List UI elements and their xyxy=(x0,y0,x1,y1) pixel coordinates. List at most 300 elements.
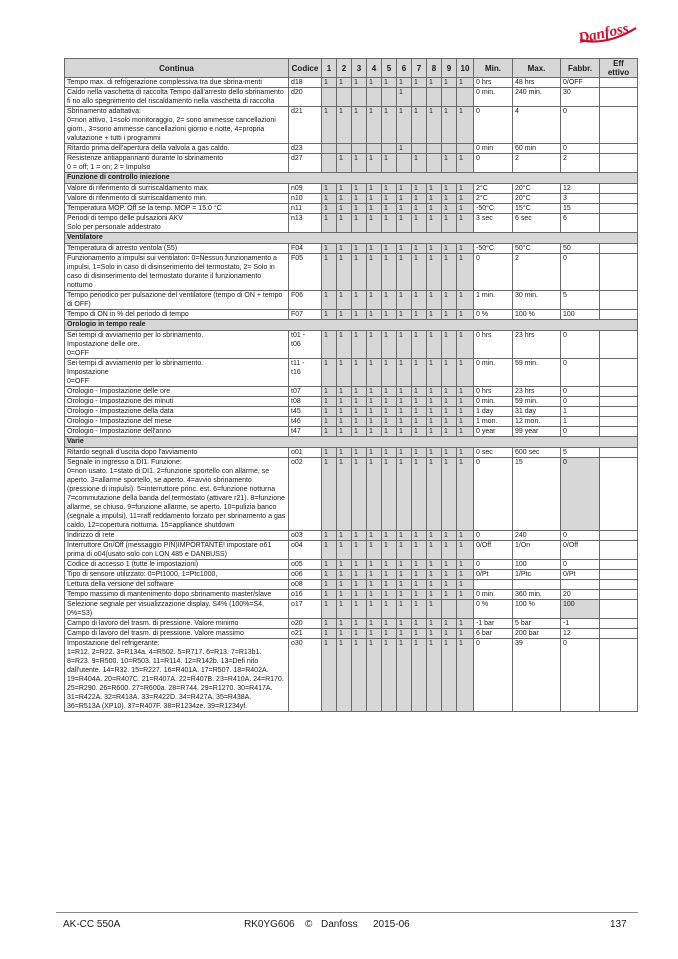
variant-cell xyxy=(427,88,442,107)
variant-cell: 1 xyxy=(352,560,367,570)
variant-cell: 1 xyxy=(382,78,397,88)
custom-value xyxy=(600,254,638,291)
variant-cell: 1 xyxy=(337,448,352,458)
min-value: 0 % xyxy=(474,600,513,619)
max-value: 50°C xyxy=(513,244,561,254)
variant-cell: 1 xyxy=(367,244,382,254)
footer-doc-code: RK0YG606 xyxy=(244,919,295,930)
parameter-description: Temperatura MOP. Off se la temp. MOP = 15.0 °C xyxy=(65,204,289,214)
factory-value: 100 xyxy=(561,310,600,320)
parameter-description: Valore di riferimento di surriscaldamento max. xyxy=(65,184,289,194)
variant-cell: 1 xyxy=(457,570,474,580)
variant-cell: 1 xyxy=(412,204,427,214)
factory-value: 0 xyxy=(561,107,600,144)
variant-cell: 1 xyxy=(382,244,397,254)
custom-value xyxy=(600,387,638,397)
variant-cell: 1 xyxy=(457,184,474,194)
parameter-row xyxy=(65,417,638,427)
variant-cell: 1 xyxy=(322,619,337,629)
min-value: 1 min. xyxy=(474,291,513,310)
variant-cell: 1 xyxy=(427,397,442,407)
variant-cell: 1 xyxy=(397,629,412,639)
variant-cell: 1 xyxy=(412,244,427,254)
variant-cell: 1 xyxy=(382,407,397,417)
min-value: 0 hrs xyxy=(474,331,513,359)
factory-value: 0 xyxy=(561,144,600,154)
max-value: 15°C xyxy=(513,204,561,214)
factory-value: 0 xyxy=(561,427,600,437)
min-value: -50°C xyxy=(474,244,513,254)
variant-cell: 1 xyxy=(427,531,442,541)
variant-cell xyxy=(412,144,427,154)
variant-cell: 1 xyxy=(322,531,337,541)
parameter-code: o03 xyxy=(289,531,322,541)
parameter-description: Funzionamento a impulsi sui ventilatori: 0=Nessun funzionamento a impulsi, 1=Solo in caso di disinserimento del termostato, 2= Solo in caso di disinserimento del termostato durante il funzionamento notturno xyxy=(65,254,289,291)
parameter-description: Sbrinamento adattativa: 0=non attivo, 1=solo monitoraggio, 2= sono ammesse cancellazioni giorn., 3=sono ammesse cancellazioni giorno e notte, 4=propria valutazione + tutti i programmi xyxy=(65,107,289,144)
variant-cell: 1 xyxy=(382,154,397,173)
parameter-description: Campo di lavoro del trasm. di pressione. Valore minimo xyxy=(65,619,289,629)
variant-cell: 1 xyxy=(352,78,367,88)
max-value: 100 % xyxy=(513,310,561,320)
min-value: 0 xyxy=(474,154,513,173)
variant-cell xyxy=(322,144,337,154)
variant-cell: 1 xyxy=(427,560,442,570)
factory-value: 20 xyxy=(561,590,600,600)
min-value: 1 day xyxy=(474,407,513,417)
variant-cell: 1 xyxy=(322,214,337,233)
variant-cell: 1 xyxy=(337,154,352,173)
variant-cell: 1 xyxy=(412,600,427,619)
min-value: 0 xyxy=(474,107,513,144)
variant-cell: 1 xyxy=(412,541,427,560)
variant-cell: 1 xyxy=(337,331,352,359)
variant-cell: 1 xyxy=(382,448,397,458)
variant-cell: 1 xyxy=(427,359,442,387)
custom-value xyxy=(600,397,638,407)
custom-value xyxy=(600,88,638,107)
variant-cell: 1 xyxy=(352,639,367,712)
min-value: 0 min. xyxy=(474,359,513,387)
variant-cell: 1 xyxy=(352,214,367,233)
variant-cell: 1 xyxy=(382,359,397,387)
parameter-row xyxy=(65,184,638,194)
factory-value: 12 xyxy=(561,629,600,639)
variant-cell: 1 xyxy=(412,639,427,712)
variant-cell: 1 xyxy=(412,387,427,397)
variant-cell: 1 xyxy=(442,639,457,712)
variant-cell xyxy=(427,154,442,173)
custom-value xyxy=(600,417,638,427)
custom-value xyxy=(600,639,638,712)
variant-cell: 1 xyxy=(322,407,337,417)
variant-cell: 1 xyxy=(412,194,427,204)
variant-cell: 1 xyxy=(322,541,337,560)
variant-cell: 1 xyxy=(442,531,457,541)
parameter-description: Valore di riferimento di surriscaldamento min. xyxy=(65,194,289,204)
variant-cell: 1 xyxy=(382,541,397,560)
factory-value: 0 xyxy=(561,331,600,359)
custom-value xyxy=(600,427,638,437)
custom-value xyxy=(600,331,638,359)
variant-cell: 1 xyxy=(322,629,337,639)
variant-cell xyxy=(457,88,474,107)
parameter-row xyxy=(65,310,638,320)
parameter-code: F06 xyxy=(289,291,322,310)
variant-cell: 1 xyxy=(367,458,382,531)
factory-value: 5 xyxy=(561,291,600,310)
parameter-code: o06 xyxy=(289,570,322,580)
parameter-description: Caldo nella vaschetta di raccolta Tempo dall'arresto dello sbrinamento fi no allo spegnimento del riscaldamento nella vaschetta di raccolta xyxy=(65,88,289,107)
custom-value xyxy=(600,154,638,173)
min-value xyxy=(474,580,513,590)
variant-cell: 1 xyxy=(427,204,442,214)
min-value: -50°C xyxy=(474,204,513,214)
parameter-description: Lettura della versione del software xyxy=(65,580,289,590)
variant-cell: 1 xyxy=(382,214,397,233)
footer-model: AK-CC 550A xyxy=(63,919,121,930)
section-header-row xyxy=(65,173,638,184)
variant-cell: 1 xyxy=(352,531,367,541)
variant-cell: 1 xyxy=(427,619,442,629)
variant-cell: 1 xyxy=(412,531,427,541)
custom-value xyxy=(600,590,638,600)
variant-cell: 1 xyxy=(442,204,457,214)
max-value: 15 xyxy=(513,458,561,531)
variant-cell: 1 xyxy=(397,107,412,144)
variant-cell xyxy=(352,144,367,154)
max-value: 31 day xyxy=(513,407,561,417)
variant-cell xyxy=(337,88,352,107)
parameter-row xyxy=(65,107,638,144)
variant-cell: 1 xyxy=(442,184,457,194)
variant-cell: 1 xyxy=(322,458,337,531)
max-value: 1/Ptc xyxy=(513,570,561,580)
variant-cell: 1 xyxy=(427,184,442,194)
variant-cell: 1 xyxy=(442,417,457,427)
max-value: 48 hrs xyxy=(513,78,561,88)
variant-cell: 1 xyxy=(427,244,442,254)
parameter-row xyxy=(65,590,638,600)
parameter-row xyxy=(65,291,638,310)
variant-cell xyxy=(457,144,474,154)
parameter-row xyxy=(65,448,638,458)
variant-cell: 1 xyxy=(412,310,427,320)
variant-cell xyxy=(367,88,382,107)
variant-cell: 1 xyxy=(367,570,382,580)
variant-cell: 1 xyxy=(367,107,382,144)
section-title: Varie xyxy=(65,437,638,448)
parameter-description: Orologio - Impostazione dei minuti xyxy=(65,397,289,407)
variant-cell: 1 xyxy=(322,359,337,387)
variant-cell: 1 xyxy=(382,194,397,204)
variant-cell: 1 xyxy=(397,359,412,387)
variant-cell: 1 xyxy=(412,184,427,194)
variant-cell: 1 xyxy=(382,639,397,712)
variant-cell: 1 xyxy=(457,448,474,458)
variant-cell: 1 xyxy=(322,639,337,712)
factory-value: 0 xyxy=(561,387,600,397)
variant-cell: 1 xyxy=(352,427,367,437)
variant-cell: 1 xyxy=(397,619,412,629)
max-value: 5 bar xyxy=(513,619,561,629)
variant-cell: 1 xyxy=(367,397,382,407)
parameter-code: o04 xyxy=(289,541,322,560)
variant-cell: 1 xyxy=(352,590,367,600)
factory-value: -1 xyxy=(561,619,600,629)
variant-cell: 1 xyxy=(457,580,474,590)
parameter-code: t11 - t16 xyxy=(289,359,322,387)
min-value: 0 xyxy=(474,254,513,291)
custom-value xyxy=(600,580,638,590)
factory-value: 6 xyxy=(561,214,600,233)
parameter-row xyxy=(65,580,638,590)
parameter-description: Codice di accesso 1 (tutte le impostazioni) xyxy=(65,560,289,570)
variant-cell: 1 xyxy=(397,448,412,458)
variant-cell: 1 xyxy=(337,531,352,541)
parameter-description: Sei tempi di avviamento per lo sbrinamento. Impostazione delle ore. 0=OFF xyxy=(65,331,289,359)
section-title: Orologio in tempo reale xyxy=(65,320,638,331)
variant-cell: 1 xyxy=(367,427,382,437)
variant-cell: 1 xyxy=(427,417,442,427)
parameter-code: t47 xyxy=(289,427,322,437)
variant-cell: 1 xyxy=(337,639,352,712)
variant-cell: 1 xyxy=(397,78,412,88)
variant-cell: 1 xyxy=(337,184,352,194)
footer-copyright: © xyxy=(305,919,313,930)
variant-cell xyxy=(442,88,457,107)
variant-cell: 1 xyxy=(322,194,337,204)
variant-cell: 1 xyxy=(442,458,457,531)
variant-cell: 1 xyxy=(457,629,474,639)
variant-cell: 1 xyxy=(427,291,442,310)
header-max: Max. xyxy=(513,59,561,78)
custom-value xyxy=(600,531,638,541)
parameter-row xyxy=(65,144,638,154)
max-value: 360 min. xyxy=(513,590,561,600)
parameter-row xyxy=(65,407,638,417)
variant-cell: 1 xyxy=(412,580,427,590)
variant-cell: 1 xyxy=(427,629,442,639)
variant-cell: 1 xyxy=(412,448,427,458)
variant-cell: 1 xyxy=(412,560,427,570)
variant-cell: 1 xyxy=(412,214,427,233)
variant-cell: 1 xyxy=(442,580,457,590)
variant-cell: 1 xyxy=(457,590,474,600)
factory-value: 0/OFF xyxy=(561,78,600,88)
factory-value: 1 xyxy=(561,417,600,427)
variant-cell: 1 xyxy=(322,291,337,310)
variant-cell: 1 xyxy=(442,541,457,560)
custom-value xyxy=(600,560,638,570)
header-col-10: 10 xyxy=(457,59,474,78)
variant-cell: 1 xyxy=(352,204,367,214)
variant-cell: 1 xyxy=(397,387,412,397)
variant-cell: 1 xyxy=(457,204,474,214)
variant-cell: 1 xyxy=(352,458,367,531)
max-value: 4 xyxy=(513,107,561,144)
max-value: 1/On xyxy=(513,541,561,560)
max-value: 240 min. xyxy=(513,88,561,107)
variant-cell xyxy=(397,154,412,173)
table-body xyxy=(65,78,638,712)
custom-value xyxy=(600,448,638,458)
variant-cell: 1 xyxy=(382,531,397,541)
variant-cell: 1 xyxy=(442,154,457,173)
min-value: 0 hrs xyxy=(474,387,513,397)
max-value: 39 xyxy=(513,639,561,712)
variant-cell: 1 xyxy=(457,541,474,560)
variant-cell: 1 xyxy=(457,619,474,629)
variant-cell: 1 xyxy=(367,154,382,173)
parameter-description: Tempo periodico per pulsazione del ventilatore (tempo di ON + tempo di OFF) xyxy=(65,291,289,310)
factory-value: 0 xyxy=(561,560,600,570)
parameter-code: t07 xyxy=(289,387,322,397)
parameter-description: Sei tempi di avviamento per lo sbrinamento. Impostazione 0=OFF xyxy=(65,359,289,387)
parameter-row xyxy=(65,254,638,291)
variant-cell: 1 xyxy=(457,154,474,173)
variant-cell: 1 xyxy=(427,590,442,600)
variant-cell: 1 xyxy=(352,194,367,204)
variant-cell: 1 xyxy=(412,458,427,531)
variant-cell: 1 xyxy=(442,590,457,600)
variant-cell: 1 xyxy=(442,254,457,291)
factory-value: 0 xyxy=(561,531,600,541)
variant-cell: 1 xyxy=(457,417,474,427)
variant-cell: 1 xyxy=(337,78,352,88)
factory-value: 0 xyxy=(561,254,600,291)
variant-cell: 1 xyxy=(382,458,397,531)
max-value: 59 min. xyxy=(513,397,561,407)
variant-cell: 1 xyxy=(322,254,337,291)
variant-cell: 1 xyxy=(352,629,367,639)
parameter-description: Impostazione del refrigerante: 1=R12. 2=R22. 3=R134a. 4=R502. 5=R717. 6=R13. 7=R13b1. 8=R23. 9=R500. 10=R503. 11=R114. 12=R142b. 13=Defi nito dall'utente. 14=R32. 15=R227. 16=R401A. 17=R507. 18=R402A. 19=R404A. 20=R407C. 21=R407A. 22=R407B. 23=R410A. 24=R170. 25=R290. 26=R600. 27=R600a. 28=R744. 29=R1270. 30=R417A. 31=R422A. 32=R413A. 33=R422D. 34=R427A. 35=R438A. 36=R513A (XP10). 37=R407F. 38=R1234ze. 39=R1234yf. xyxy=(65,639,289,712)
factory-value: 0/Off xyxy=(561,541,600,560)
variant-cell: 1 xyxy=(397,244,412,254)
variant-cell: 1 xyxy=(367,541,382,560)
parameter-code: F04 xyxy=(289,244,322,254)
variant-cell: 1 xyxy=(337,291,352,310)
parameter-row xyxy=(65,154,638,173)
variant-cell: 1 xyxy=(367,629,382,639)
parameter-description: Campo di lavoro del trasm. di pressione. Valore massimo xyxy=(65,629,289,639)
parameter-code: o20 xyxy=(289,619,322,629)
variant-cell: 1 xyxy=(442,194,457,204)
variant-cell: 1 xyxy=(397,144,412,154)
custom-value xyxy=(600,619,638,629)
parameter-code: d20 xyxy=(289,88,322,107)
variant-cell: 1 xyxy=(322,107,337,144)
variant-cell: 1 xyxy=(352,107,367,144)
variant-cell: 1 xyxy=(397,397,412,407)
variant-cell xyxy=(457,600,474,619)
factory-value: 12 xyxy=(561,184,600,194)
footer-rule xyxy=(56,912,638,913)
variant-cell: 1 xyxy=(457,560,474,570)
variant-cell: 1 xyxy=(397,184,412,194)
variant-cell: 1 xyxy=(457,107,474,144)
custom-value xyxy=(600,214,638,233)
variant-cell: 1 xyxy=(397,458,412,531)
max-value: 2 xyxy=(513,154,561,173)
variant-cell: 1 xyxy=(412,570,427,580)
parameter-description: Temperatura di arresto ventola (S5) xyxy=(65,244,289,254)
min-value: 0 % xyxy=(474,310,513,320)
variant-cell: 1 xyxy=(397,590,412,600)
variant-cell: 1 xyxy=(442,387,457,397)
section-title: Funzione di controllo iniezione xyxy=(65,173,638,184)
max-value xyxy=(513,580,561,590)
variant-cell xyxy=(367,144,382,154)
variant-cell: 1 xyxy=(442,244,457,254)
variant-cell: 1 xyxy=(427,107,442,144)
variant-cell: 1 xyxy=(382,387,397,397)
variant-cell: 1 xyxy=(397,194,412,204)
parameter-row xyxy=(65,600,638,619)
factory-value: 0 xyxy=(561,397,600,407)
factory-value: 100 xyxy=(561,600,600,619)
min-value: 3 sec xyxy=(474,214,513,233)
variant-cell: 1 xyxy=(397,570,412,580)
variant-cell: 1 xyxy=(352,154,367,173)
variant-cell: 1 xyxy=(337,600,352,619)
variant-cell: 1 xyxy=(337,254,352,291)
parameter-code: o01 xyxy=(289,448,322,458)
custom-value xyxy=(600,310,638,320)
variant-cell: 1 xyxy=(442,291,457,310)
variant-cell: 1 xyxy=(322,580,337,590)
factory-value: 3 xyxy=(561,194,600,204)
variant-cell: 1 xyxy=(397,214,412,233)
variant-cell: 1 xyxy=(397,407,412,417)
variant-cell: 1 xyxy=(397,427,412,437)
parameter-row xyxy=(65,560,638,570)
custom-value xyxy=(600,629,638,639)
variant-cell: 1 xyxy=(382,619,397,629)
variant-cell: 1 xyxy=(382,107,397,144)
variant-cell: 1 xyxy=(457,359,474,387)
variant-cell: 1 xyxy=(322,244,337,254)
variant-cell: 1 xyxy=(367,531,382,541)
variant-cell: 1 xyxy=(457,214,474,233)
max-value: 20°C xyxy=(513,184,561,194)
variant-cell: 1 xyxy=(367,359,382,387)
custom-value xyxy=(600,204,638,214)
max-value: 100 % xyxy=(513,600,561,619)
footer-brand: Danfoss xyxy=(321,919,358,930)
custom-value xyxy=(600,144,638,154)
parameter-row xyxy=(65,427,638,437)
variant-cell: 1 xyxy=(457,310,474,320)
factory-value: 0/Pt xyxy=(561,570,600,580)
variant-cell: 1 xyxy=(412,331,427,359)
parameter-row xyxy=(65,541,638,560)
min-value: 0 hrs xyxy=(474,78,513,88)
parameter-row xyxy=(65,214,638,233)
variant-cell: 1 xyxy=(367,590,382,600)
parameter-description: Interruttore On/Off (messaggio PIN)IMPORTANTE! impostare o61 prima di o04(usato solo con LON 485 e DANBUSS) xyxy=(65,541,289,560)
custom-value xyxy=(600,244,638,254)
variant-cell: 1 xyxy=(397,600,412,619)
variant-cell: 1 xyxy=(367,194,382,204)
parameter-code: t01 - t06 xyxy=(289,331,322,359)
parameter-code: d18 xyxy=(289,78,322,88)
variant-cell: 1 xyxy=(337,458,352,531)
custom-value xyxy=(600,78,638,88)
variant-cell xyxy=(322,154,337,173)
variant-cell: 1 xyxy=(322,331,337,359)
variant-cell: 1 xyxy=(442,570,457,580)
variant-cell: 1 xyxy=(322,387,337,397)
